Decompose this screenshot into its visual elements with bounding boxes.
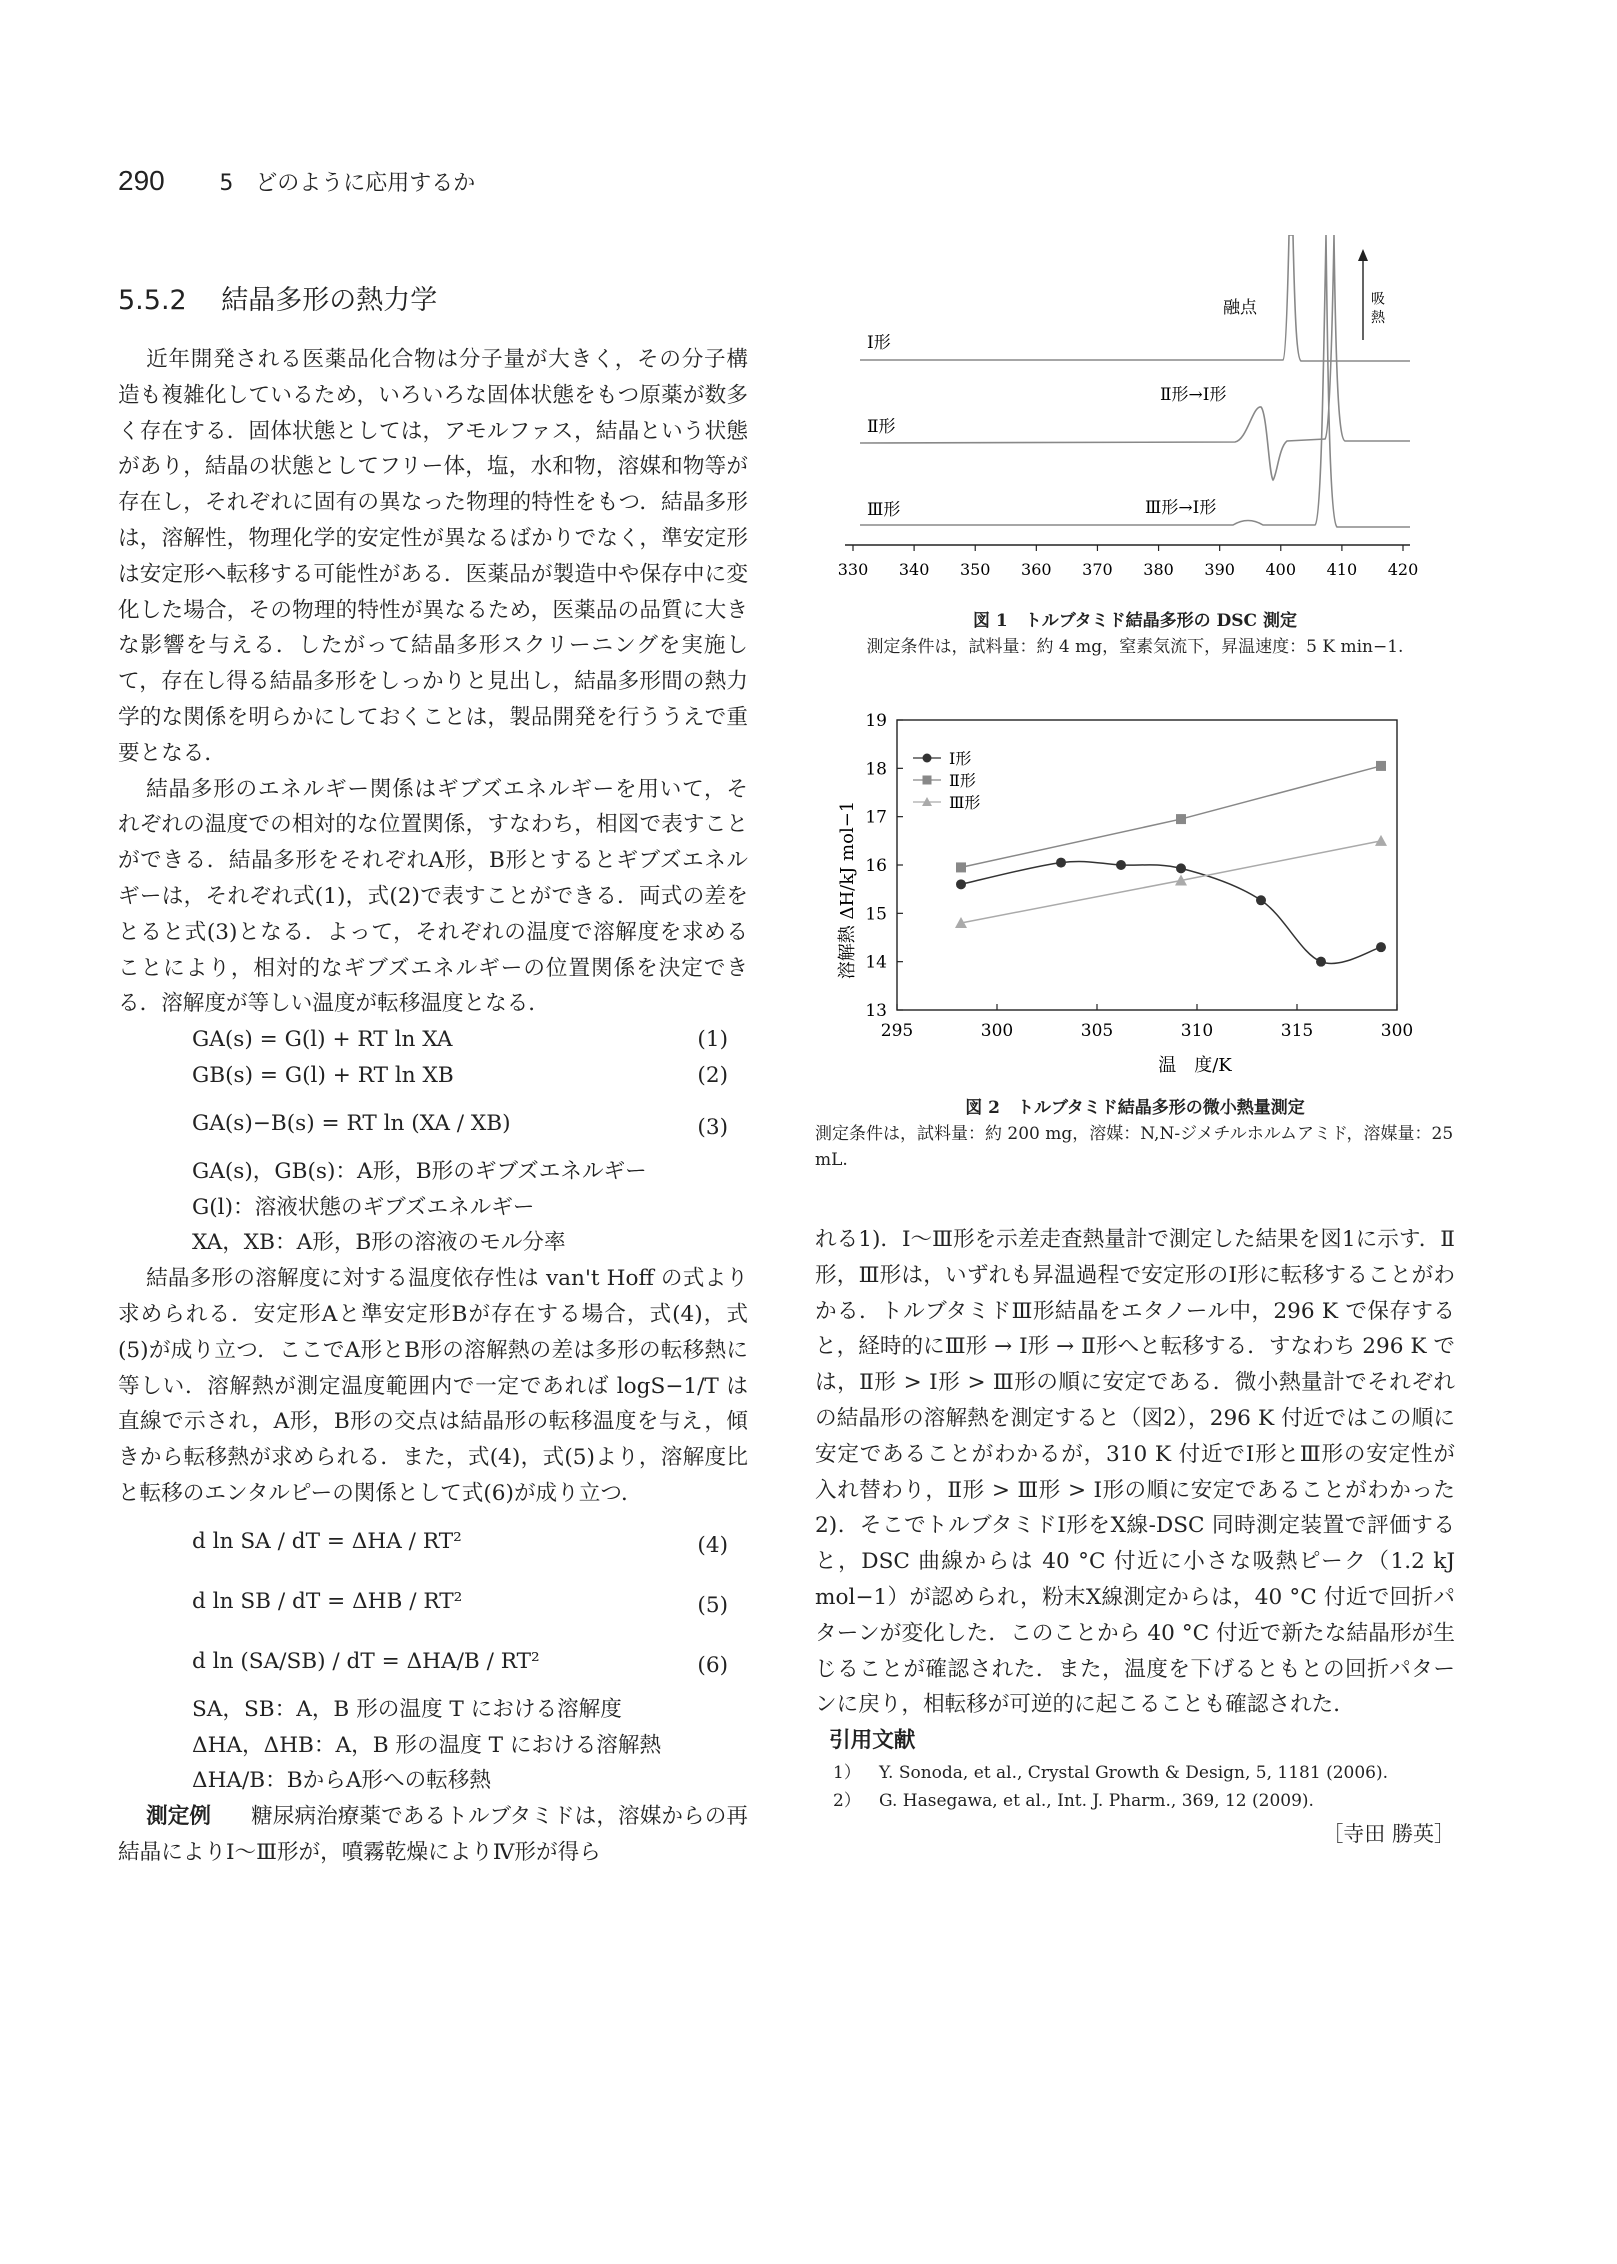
point-form1 bbox=[1316, 957, 1326, 967]
equation-2-number: (2) bbox=[697, 1062, 728, 1088]
reference-2-text: G. Hasegawa, et al., Int. J. Pharm., 369, 12 (2009). bbox=[879, 1790, 1314, 1811]
right-paragraph: れる1)．Ⅰ～Ⅲ形を示差走査熱量計で測定した結果を図1に示す．Ⅱ形，Ⅲ形は，いずれも昇温過程で安定形のⅠ形に転移することがわかる．トルブタミドⅢ形結晶をエタノール中，296 K で保存すると，経時的にⅢ形 → Ⅰ形 → Ⅱ形へと転移する．すなわち 296 K では，Ⅱ形 > Ⅰ形 > Ⅲ形の順に安定である．微小熱量計でそれぞれの結晶形の溶解熱を測定すると（図2），296 K 付近ではこの順に安定であることがわかるが，310 K 付近でⅠ形とⅢ形の安定性が入れ替わり，Ⅱ形 > Ⅲ形 > Ⅰ形の順に安定であることがわかった2)．そこでトルブタミドⅠ形をX線-DSC 同時測定装置で評価すると，DSC 曲線からは 40 °C 付近に小さな吸熱ピーク（1.2 kJ mol−1）が認められ，粉末X線測定からは，40 °C 付近で回折パターンが変化した．このことから 40 °C 付近で新たな結晶形が生じることが確認された．また，温度を下げるともとの回折パターンに戻り，相転移が可逆的に起こることも確認された． bbox=[815, 1227, 1455, 1718]
dsc-tick-label: 390 bbox=[1204, 560, 1235, 579]
figure-2 bbox=[815, 705, 1455, 1173]
point-form1 bbox=[1376, 942, 1386, 952]
equation-1 bbox=[118, 1022, 748, 1058]
equation-5-body: d ln SB / dT = ΔHB / RT² bbox=[192, 1588, 463, 1614]
equation-2-body: GB(s) = G(l) + RT ln XB bbox=[192, 1062, 454, 1088]
definition-2: G(l)：溶液状態のギブズエネルギー bbox=[192, 1194, 535, 1220]
figure-2-caption bbox=[815, 1095, 1455, 1173]
dsc-label-form1: Ⅰ形 bbox=[867, 333, 891, 353]
legend-marker-form1 bbox=[923, 754, 932, 763]
equation-1-number: (1) bbox=[697, 1027, 728, 1053]
dissolution-heat-chart bbox=[815, 705, 1455, 1085]
example-text: 糖尿病治療薬であるトルブタミドは，溶媒からの再結晶によりⅠ～Ⅲ形が，噴霧乾燥によりⅣ形が得ら bbox=[118, 1804, 748, 1865]
reference-1-number: 1） bbox=[833, 1762, 861, 1783]
equation-1-body: GA(s) = G(l) + RT ln XA bbox=[192, 1027, 453, 1053]
legend-label: Ⅱ形 bbox=[949, 771, 976, 790]
chart-x-tick-label: 315 bbox=[1280, 1021, 1314, 1041]
chart-x-tick-label: 300 bbox=[1380, 1021, 1414, 1041]
figure-2-caption-note: 測定条件は，試料量：約 200 mg，溶媒：N,N-ジメチルホルムアミド，溶媒量：25 mL. bbox=[815, 1124, 1454, 1170]
figure-1-caption-note: 測定条件は，試料量：約 4 mg，窒素気流下，昇温速度：5 K min−1. bbox=[866, 637, 1404, 657]
equation-6-number: (6) bbox=[697, 1652, 728, 1678]
equation-6-body: d ln (SA/SB) / dT = ΔHA/B / RT² bbox=[192, 1648, 540, 1674]
dsc-tick-label: 400 bbox=[1265, 560, 1297, 579]
point-form1 bbox=[1176, 863, 1186, 873]
point-form1 bbox=[956, 879, 966, 889]
running-head: 5 どのように応用するか bbox=[219, 171, 476, 196]
chart-x-tick-label: 300 bbox=[980, 1021, 1014, 1041]
dsc-tick-label: 410 bbox=[1326, 560, 1358, 579]
series-line-square bbox=[961, 766, 1381, 868]
reference-2 bbox=[815, 1787, 1455, 1815]
point-form2 bbox=[1176, 814, 1186, 824]
dsc-label-form3: Ⅲ形 bbox=[867, 500, 901, 520]
definition-6: ΔHA/B：BからA形への転移熱 bbox=[192, 1768, 491, 1794]
references-title: 引用文献 bbox=[829, 1728, 916, 1754]
paragraph-1: 近年開発される医薬品化合物は分子量が大きく，その分子構造も複雑化しているため，いろいろな固体状態をもつ原薬が数多く存在する．固体状態としては，アモルファス，結晶という状態があり，結晶の状態としてフリー体，塩，水和物，溶媒和物等が存在し，それぞれに固有の異なった物理的特性をもつ．結晶多形は，溶解性，物理化学的安定性が異なるばかりでなく，準安定形は安定形へ転移する可能性がある．医薬品が製造中や保存中に変化した場合，その物理的特性が異なるため，医薬品の品質に大きな影響を与える．したがって結晶多形スクリーニングを実施して，存在し得る結晶多形をしっかりと見出し，結晶多形間の熱力学的な関係を明らかにしておくことは，製品開発を行ううえで重要となる． bbox=[118, 347, 748, 766]
legend-label: Ⅲ形 bbox=[949, 793, 981, 812]
dsc-label-trans3: Ⅲ形→Ⅰ形 bbox=[1145, 498, 1217, 518]
point-form2 bbox=[1376, 761, 1386, 771]
equation-3 bbox=[118, 1094, 748, 1154]
dsc-tick-label: 350 bbox=[959, 560, 991, 579]
equation-3-number: (3) bbox=[697, 1114, 728, 1140]
equation-3-body: GA(s)−B(s) = RT ln (XA / XB) bbox=[192, 1110, 511, 1136]
figure-2-caption-title: 図 2 トルブタミド結晶多形の微小熱量測定 bbox=[965, 1098, 1305, 1118]
page-number: 290 bbox=[118, 165, 165, 196]
legend-label: Ⅰ形 bbox=[949, 749, 972, 768]
point-form1 bbox=[1056, 858, 1066, 868]
section-number: 5.5.2 bbox=[118, 285, 187, 316]
paragraph-3: 結晶多形の溶解度に対する温度依存性は van't Hoff の式より求められる．安定形Aと準安定形Bが存在する場合，式(4)，式(5)が成り立つ．ここでA形とB形の溶解熱の差は多形の転移熱に等しい．溶解熱が測定温度範囲内で一定であれば logS−1/T は直線で示され，A形，B形の交点は結晶形の転移温度を与え，傾きから転移熱が求められる．また，式(4)，式(5)より，溶解度比と転移のエンタルピーの関係として式(6)が成り立つ． bbox=[118, 1266, 748, 1506]
equation-4-number: (4) bbox=[697, 1532, 728, 1558]
definition-3: XA，XB：A形，B形の溶液のモル分率 bbox=[192, 1230, 566, 1256]
example-heading: 測定例 bbox=[146, 1804, 212, 1830]
chart-y-tick-label: 14 bbox=[865, 952, 887, 973]
figure-1 bbox=[815, 235, 1455, 660]
dsc-tick-label: 340 bbox=[898, 560, 930, 579]
point-form3 bbox=[1375, 835, 1387, 846]
chart-y-tick-label: 13 bbox=[865, 1001, 887, 1021]
dsc-label-trans2: Ⅱ形→Ⅰ形 bbox=[1160, 385, 1227, 405]
figure-1-caption bbox=[815, 608, 1455, 660]
dsc-curve-form3 bbox=[860, 235, 1410, 527]
paragraph-2: 結晶多形のエネルギー関係はギブズエネルギーを用いて，それぞれの温度での相対的な位置関係，すなわち，相図で表すことができる．結晶多形をそれぞれA形，B形とするとギブズエネルギーは，それぞれ式(1)，式(2)で表すことができる．両式の差をとると式(3)となる．よって，それぞれの温度で溶解度を求めることにより，相対的なギブズエネルギーの位置関係を決定できる．溶解度が等しい温度が転移温度となる． bbox=[118, 776, 748, 1017]
point-form1 bbox=[1256, 895, 1266, 905]
example-paragraph bbox=[118, 1799, 748, 1871]
dsc-tick-label: 330 bbox=[837, 560, 869, 579]
equation-4 bbox=[118, 1512, 748, 1572]
reference-2-number: 2） bbox=[833, 1790, 861, 1811]
chart-x-label: 温 度/K bbox=[1158, 1055, 1232, 1076]
endotherm-arrowhead bbox=[1358, 249, 1368, 261]
series-line-circle bbox=[961, 861, 1381, 963]
equation-5-number: (5) bbox=[697, 1592, 728, 1618]
dsc-tick-label: 360 bbox=[1021, 560, 1052, 579]
section-title bbox=[118, 278, 437, 317]
dsc-ticks bbox=[838, 545, 1419, 579]
section-heading: 結晶多形の熱力学 bbox=[221, 285, 438, 316]
author-credit: ［寺田 勝英］ bbox=[1322, 1821, 1455, 1846]
definition-5: ΔHA，ΔHB：A，B 形の温度 T における溶解熱 bbox=[192, 1732, 662, 1758]
chart-y-tick-label: 16 bbox=[865, 856, 887, 876]
equation-5 bbox=[118, 1572, 748, 1632]
reference-1 bbox=[815, 1759, 1455, 1787]
equation-4-body: d ln SA / dT = ΔHA / RT² bbox=[192, 1528, 462, 1554]
dsc-label-melting: 融点 bbox=[1223, 298, 1257, 318]
chart-x-tick-label: 295 bbox=[880, 1021, 914, 1041]
dsc-tick-label: 420 bbox=[1387, 560, 1419, 579]
right-column bbox=[815, 1222, 1455, 1853]
dsc-tick-label: 380 bbox=[1143, 560, 1174, 579]
chart-y-label: 溶解熱 ΔH/kJ mol−1 bbox=[837, 800, 858, 980]
dsc-label-endo: 吸 熱 bbox=[1369, 291, 1385, 324]
chart-y-tick-label: 15 bbox=[865, 904, 887, 925]
chart-y-tick-label: 18 bbox=[865, 759, 887, 780]
point-form1 bbox=[1116, 860, 1126, 870]
chart-x-tick-label: 310 bbox=[1180, 1021, 1214, 1041]
dsc-tick-label: 370 bbox=[1082, 560, 1113, 579]
equation-2 bbox=[118, 1058, 748, 1094]
figure-1-caption-title: 図 1 トルブタミド結晶多形の DSC 測定 bbox=[973, 611, 1297, 631]
equation-6 bbox=[118, 1632, 748, 1692]
dsc-plot bbox=[815, 235, 1455, 600]
chart-y-tick-label: 19 bbox=[865, 711, 887, 731]
definition-4: SA，SB：A，B 形の温度 T における溶解度 bbox=[192, 1696, 622, 1722]
page-header bbox=[118, 165, 475, 197]
point-form2 bbox=[956, 862, 966, 872]
chart-y-tick-label: 17 bbox=[865, 807, 887, 828]
dsc-label-form2: Ⅱ形 bbox=[867, 417, 896, 437]
left-column bbox=[118, 342, 748, 1871]
reference-1-text: Y. Sonoda, et al., Crystal Growth & Design, 5, 1181 (2006). bbox=[879, 1762, 1389, 1783]
chart-x-tick-label: 305 bbox=[1080, 1021, 1114, 1041]
legend-marker-form2 bbox=[923, 776, 932, 785]
definition-1: GA(s)，GB(s)：A形，B形のギブズエネルギー bbox=[192, 1158, 647, 1184]
